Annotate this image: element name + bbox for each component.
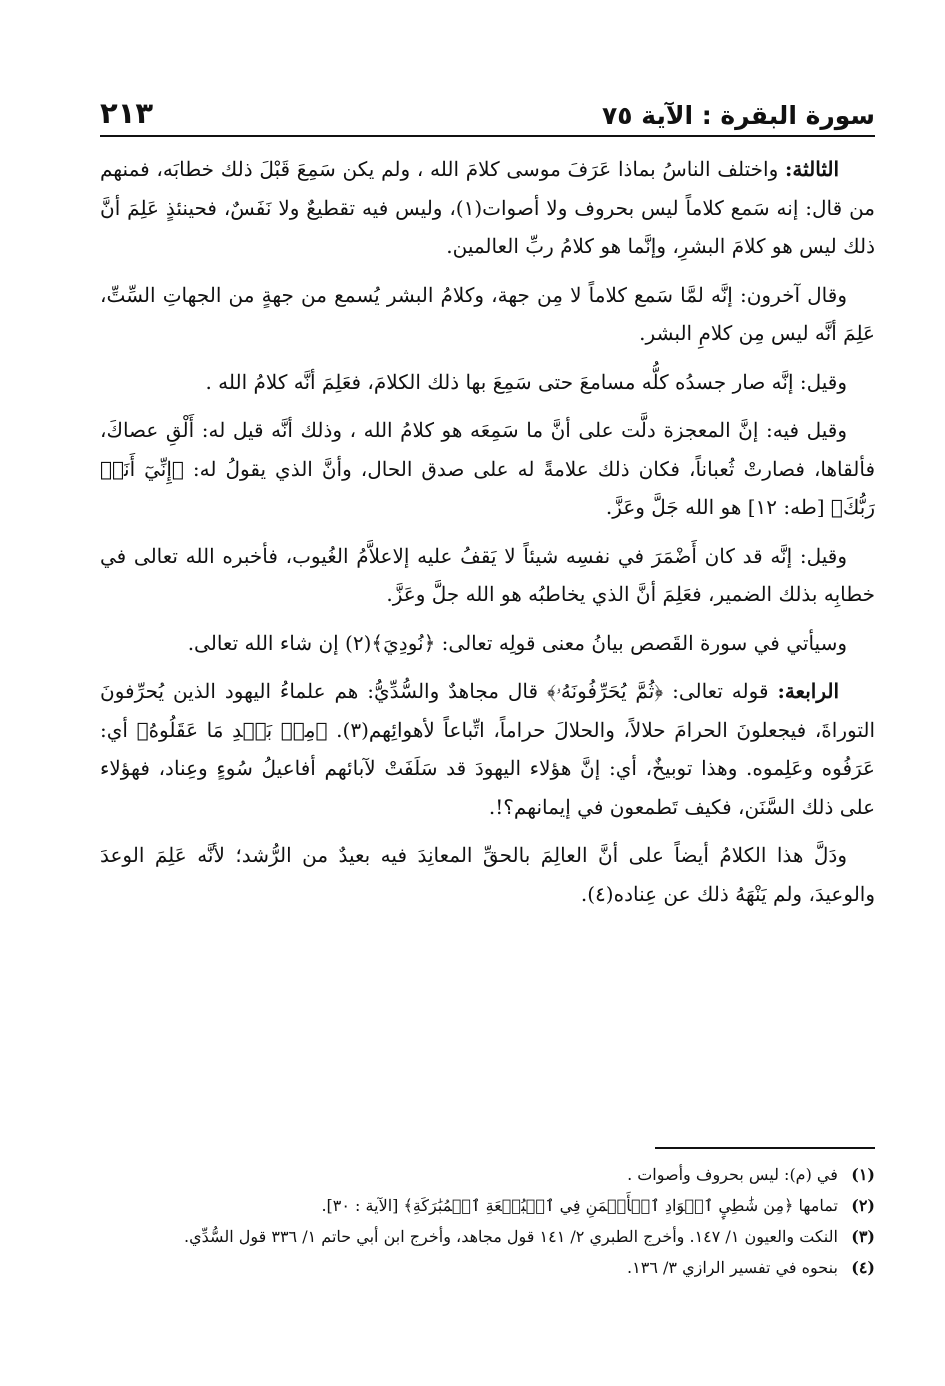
footnote: [100, 1253, 875, 1282]
paragraph: [100, 836, 875, 913]
paragraph-text: قوله تعالى: ﴿ثُمَّ يُحَرِّفُونَهُۥ﴾ قال مجاهدٌ والسُّدِّيُّ: هم علماءُ اليهود الذين يُحرِّفونَ التوراةَ، فيجعلونَ الحرامَ حلالاً، والحلالَ حراماً، اتِّباعاً لأهوائِهم(٣). ﴿مِنۢ بَعۡدِ مَا عَقَلُوهُ﴾ أي: عَرَفُوه وعَلِموه. وهذا توبيخٌ، أي: إنَّ هؤلاء اليهودَ قد سَلَفَتْ لآبائهم أفاعيلُ سُوءٍ وعِناد، فهؤلاء على ذلك السَّنَن، فكيف تَطمعون في إيمانهم؟!.: [100, 679, 875, 819]
paragraph-text: وسيأتي في سورة القَصص بيانُ معنى قولِه تعالى: ﴿نُودِيَ﴾(٢) إن شاء الله تعالى.: [187, 630, 847, 655]
paragraph: [100, 537, 875, 614]
footnote: [100, 1191, 875, 1220]
footnote-number: (١): [851, 1165, 875, 1184]
paragraph: [100, 150, 875, 266]
paragraph: [100, 276, 875, 353]
paragraph-text: وقيل: إنَّه صار جسدُه كلُّه مسامعَ حتى سَمِعَ بها ذلك الكلامَ، فعَلِمَ أنَّه كلامُ الله .: [205, 369, 847, 394]
header-rule: [100, 135, 875, 137]
footnote-number: (٣): [851, 1227, 875, 1246]
footnote-text: النكت والعيون ١/ ١٤٧. وأخرج الطبري ٢/ ١٤١ قول مجاهد، وأخرج ابن أبي حاتم ١/ ٣٣٦ قول السُّدِّي.: [184, 1227, 838, 1246]
running-title: سورة البقرة : الآية ٧٥: [602, 101, 875, 130]
footnote-number: (٢): [851, 1196, 875, 1215]
footnotes: [100, 1160, 875, 1284]
paragraph-text: وقيل فيه: إنَّ المعجزة دلَّت على أنَّ ما سَمِعَه هو كلامُ الله ، وذلك أنَّه قيل له: أَلْقِ عصاكَ، فألقاها، فصارتْ ثُعباناً، فكان ذلك علامةً له على صدق الحال، وأنَّ الذي يقولُ له: ﴿إِنِّيٓ أَنَا۠ رَبُّكَ﴾ [طه: ١٢] هو الله جَلَّ وعَزَّ.: [100, 418, 875, 519]
paragraph: [100, 672, 875, 826]
footnote-text: تمامها ﴿مِن شَٰطِيِٕ ٱلۡوَادِ ٱلۡأَيۡمَنِ فِي ٱلۡبُقۡعَةِ ٱلۡمُبَٰرَكَةِ﴾ [الآية : ٣٠].: [321, 1196, 838, 1215]
paragraph-text: وقيل: إنَّه قد كان أَضْمَرَ في نفسِه شيئاً لا يَقفُ عليه إلاعلاَّمُ الغُيوب، فأخبره الله تعالى في خطابِه بذلك الضمير، فعَلِمَ أنَّ الذي يخاطبُه هو الله جلَّ وعَزَّ.: [100, 543, 875, 606]
paragraph-text: واختلف الناسُ بماذا عَرَفَ موسى كلامَ الله ، ولم يكن سَمِعَ قَبْلَ ذلك خطابَه، فمنهم من قال: إنه سَمع كلاماً ليس بحروف ولا أصوات(١)، وليس فيه تقطيعٌ ولا نَفَسٌ، فحينئذٍ عَلِمَ أنَّ ذلك ليس هو كلامَ البشرِ، وإنَّما هو كلامُ ربِّ العالمين.: [100, 157, 875, 258]
footnote-rule: [655, 1147, 875, 1149]
footnote: [100, 1160, 875, 1189]
paragraph-text: وقال آخرون: إنَّه لمَّا سَمع كلاماً لا مِن جهة، وكلامُ البشر يُسمع من جهةٍ من الجهاتِ السِّتِّ، عَلِمَ أنَّه ليس مِن كلامِ البشر.: [100, 282, 875, 345]
footnote-number: (٤): [851, 1258, 875, 1277]
footnote-text: بنحوه في تفسير الرازي ٣/ ١٣٦.: [627, 1258, 838, 1277]
footnote: [100, 1222, 875, 1251]
paragraph: [100, 624, 875, 663]
section-lead: الثالثة:: [784, 157, 839, 181]
footnote-text: في (م): ليس بحروف وأصوات .: [627, 1165, 838, 1184]
page-header: [100, 80, 875, 130]
section-lead: الرابعة:: [777, 679, 839, 703]
main-text: [100, 150, 875, 923]
paragraph-text: ودَلَّ هذا الكلامُ أيضاً على أنَّ العالِمَ بالحقِّ المعانِدَ فيه بعيدٌ من الرُّشد؛ لأنَّه عَلِمَ الوعدَ والوعيدَ، ولم يَنْهَهُ ذلك عن عِناده(٤).: [100, 843, 875, 906]
paragraph: [100, 411, 875, 527]
paragraph: [100, 363, 875, 402]
page-number: ٢١٣: [100, 96, 154, 130]
